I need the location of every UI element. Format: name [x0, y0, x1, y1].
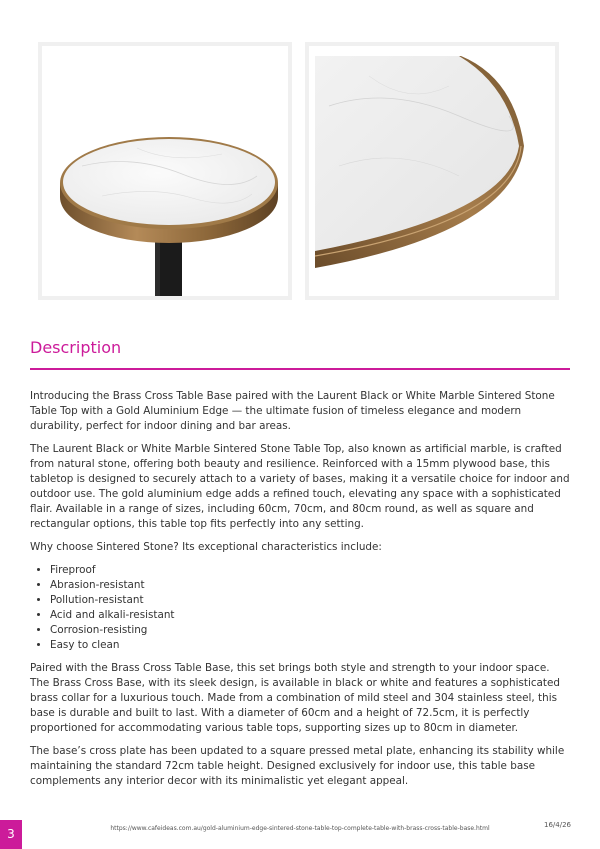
- list-item: • Abrasion-resistant: [50, 578, 572, 593]
- description-body: [30, 389, 572, 797]
- footer-date: 16/4/26: [544, 821, 571, 829]
- footer-url[interactable]: https://www.cafeideas.com.au/gold-aluminium-edge-sintered-stone-table-top-complete-table-with-brass-cross-table-base.html: [110, 825, 490, 832]
- product-image-table-top: [38, 42, 292, 300]
- features-list: [30, 563, 572, 653]
- list-item: • Acid and alkali-resistant: [50, 608, 572, 623]
- section-divider: [30, 368, 570, 370]
- page-number: 3: [0, 820, 22, 849]
- base-paragraph: Paired with the Brass Cross Table Base, this set brings both style and strength to your indoor space. The Brass Cross Base, with its sleek design, is available in black or white and features a sophisticated brass collar for a luxurious touch. Made from a combination of mild steel and 304 stainless steel, this base is durable and built to last. With a diameter of 60cm and a height of 72.5cm, it is perfectly proportioned for accommodating various table tops, supporting sizes up to 80cm in diameter.: [30, 662, 560, 734]
- list-item: • Easy to clean: [50, 638, 572, 653]
- list-item: • Fireproof: [50, 563, 572, 578]
- tabletop-paragraph: The Laurent Black or White Marble Sintered Stone Table Top, also known as artificial marble, is crafted from natural stone, offering both beauty and resilience. Reinforced with a 15mm plywood base, this tabletop is designed to securely attach to a variety of bases, making it a versatile choice for indoor and outdoor use. The gold aluminium edge adds a refined touch, elevating any space with a sophisticated flair. Available in a range of sizes, including 60cm, 70cm, and 80cm round, as well as square and rectangular options, this table top fits perfectly into any setting.: [30, 443, 570, 530]
- features-intro: Why choose Sintered Stone? Its exceptional characteristics include:: [30, 541, 382, 553]
- round-table-top-on-black-base-icon: [42, 46, 288, 296]
- product-image-edge-detail: [305, 42, 559, 300]
- list-item: • Corrosion-resisting: [50, 623, 572, 638]
- section-title: Description: [30, 338, 122, 357]
- cross-plate-paragraph: The base’s cross plate has been updated to a square pressed metal plate, enhancing its stability while maintaining the standard 72cm table height. Designed exclusively for indoor use, this table base complements any interior decor with its minimalistic yet elegant appeal.: [30, 745, 565, 787]
- intro-paragraph: Introducing the Brass Cross Table Base paired with the Laurent Black or White Marble Sintered Stone Table Top with a Gold Aluminium Edge — the ultimate fusion of timeless elegance and modern durability, perfect for indoor dining and bar areas.: [30, 390, 555, 432]
- table-edge-closeup-icon: [309, 46, 555, 296]
- list-item: • Pollution-resistant: [50, 593, 572, 608]
